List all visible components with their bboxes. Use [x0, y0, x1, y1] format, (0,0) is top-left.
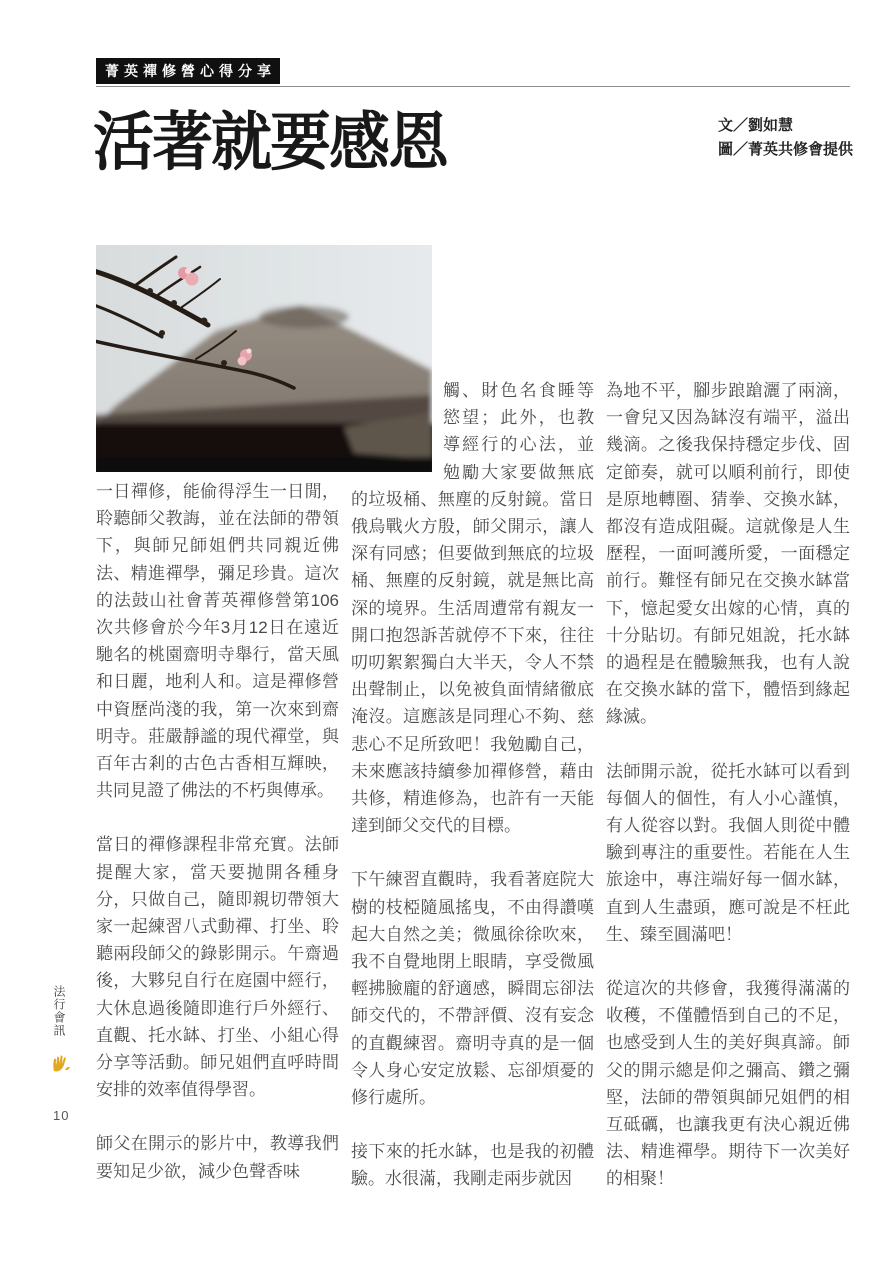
header-rule — [96, 86, 850, 87]
byline-author: 文／劉如慧 — [718, 117, 794, 134]
article-paragraph: 從這次的共修會，我獲得滿滿的收穫，不僅體悟到自己的不足，也感受到人生的美好與真諦。師父的開示總是仰之彌高、鑽之彌堅，法師的帶領與師兄姐們的相互砥礪，也讓我更有決心親近佛法、精進禪學。期待下一次美好的相聚！ — [606, 979, 850, 1189]
article-paragraph: 觸、財色名食睡等慾望；此外，也教導經行的心法，並勉勵大家要做無底的垃圾桶、無塵的反射鏡。當日俄烏戰火方殷，師父開示，讓人深有同感；但要做到無底的垃圾桶、無塵的反射鏡，就是無比高深的境界。生活周遭常有親友一開口抱怨訴苦就停不下來，往往叨叨絮絮獨白大半天，令人不禁出聲制止，以免被負面情緒徹底淹沒。這應該是同理心不夠、慈悲心不足所致吧！我勉勵自己，未來應該持續參加禪修營，藉由共修，精進修為，也許有一天能達到師父交代的目標。 — [351, 381, 594, 836]
article-paragraph: 當日的禪修課程非常充實。法師提醒大家，當天要拋開各種身分，只做自己，隨即親切帶領大家一起練習八式動禪、打坐、聆聽兩段師父的錄影開示。午齋過後，大夥兒自行在庭園中經行，大休息過後隨即進行戶外經行、直觀、托水缽、打坐、小組心得分享等活動。師兄姐們直呼時間安排的效率值得學習。 — [96, 835, 339, 1100]
article-paragraph: 一日禪修，能偷得浮生一日閒，聆聽師父教誨，並在法師的帶領下，與師兄師姐們共同親近佛法、精進禪學，彌足珍貴。這次的法鼓山社會菁英禪修營第106次共修會於今年3月12日在遠近馳名的桃園齋明寺舉行，當天風和日麗，地利人和。這是禪修營中資歷尚淺的我，第一次來到齋明寺。莊嚴靜謐的現代禪堂，與百年古剎的古色古香相互輝映，共同見證了佛法的不朽與傳承。 — [96, 482, 339, 801]
byline — [718, 114, 853, 162]
text-column-1 — [96, 478, 339, 1185]
article-paragraph: 下午練習直觀時，我看著庭院大樹的枝椏隨風搖曳，不由得讚嘆起大自然之美；微風徐徐吹來，我不自覺地閉上眼睛，享受微風輕拂臉龐的舒適感，瞬間忘卻法師交代的，不帶評價、沒有妄念的直觀練習。齋明寺真的是一個令人身心安定放鬆、忘卻煩憂的修行處所。 — [351, 870, 594, 1108]
article-paragraph: 師父在開示的影片中，教導我們要知足少欲，減少色聲香味 — [96, 1134, 339, 1181]
text-column-2 — [351, 377, 594, 1193]
article-paragraph: 法師開示說，從托水缽可以看到每個人的個性，有人小心謹慎，有人從容以對。我個人則從中體驗到專注的重要性。若能在人生旅途中，專注端好每一個水缽，直到人生盡頭，應可說是不枉此生、臻至圓滿吧！ — [606, 761, 850, 944]
photo-wrap-spacer — [351, 377, 443, 477]
article-paragraph: 接下來的托水缽，也是我的初體驗。水很滿，我剛走兩步就因 — [351, 1142, 594, 1189]
section-kicker-badge: 菁英禪修營心得分享 — [96, 58, 280, 84]
journal-name-vertical: 法行會訊 — [52, 985, 66, 1037]
article-paragraph: 為地不平，腳步踉蹌灑了兩滴，一會兒又因為缽沒有端平，溢出幾滴。之後我保持穩定步伐、固定節奏，就可以順利前行，即使是原地轉圈、猜拳、交換水缽，都沒有造成阻礙。這就像是人生歷程，一面呵護所愛，一面穩定前行。難怪有師兄在交換水缽當下，憶起愛女出嫁的心情，真的十分貼切。有師兄姐說，托水缽的過程是在體驗無我，也有人說在交換水缽的當下，體悟到緣起緣滅。 — [606, 381, 850, 727]
byline-photo-credit: 圖／菁英共修會提供 — [718, 141, 854, 158]
text-column-3 — [606, 377, 850, 1193]
ddm-hand-logo-icon — [51, 1053, 72, 1074]
article-title: 活著就要感恩 — [93, 109, 448, 179]
page-number: 10 — [53, 1108, 70, 1123]
